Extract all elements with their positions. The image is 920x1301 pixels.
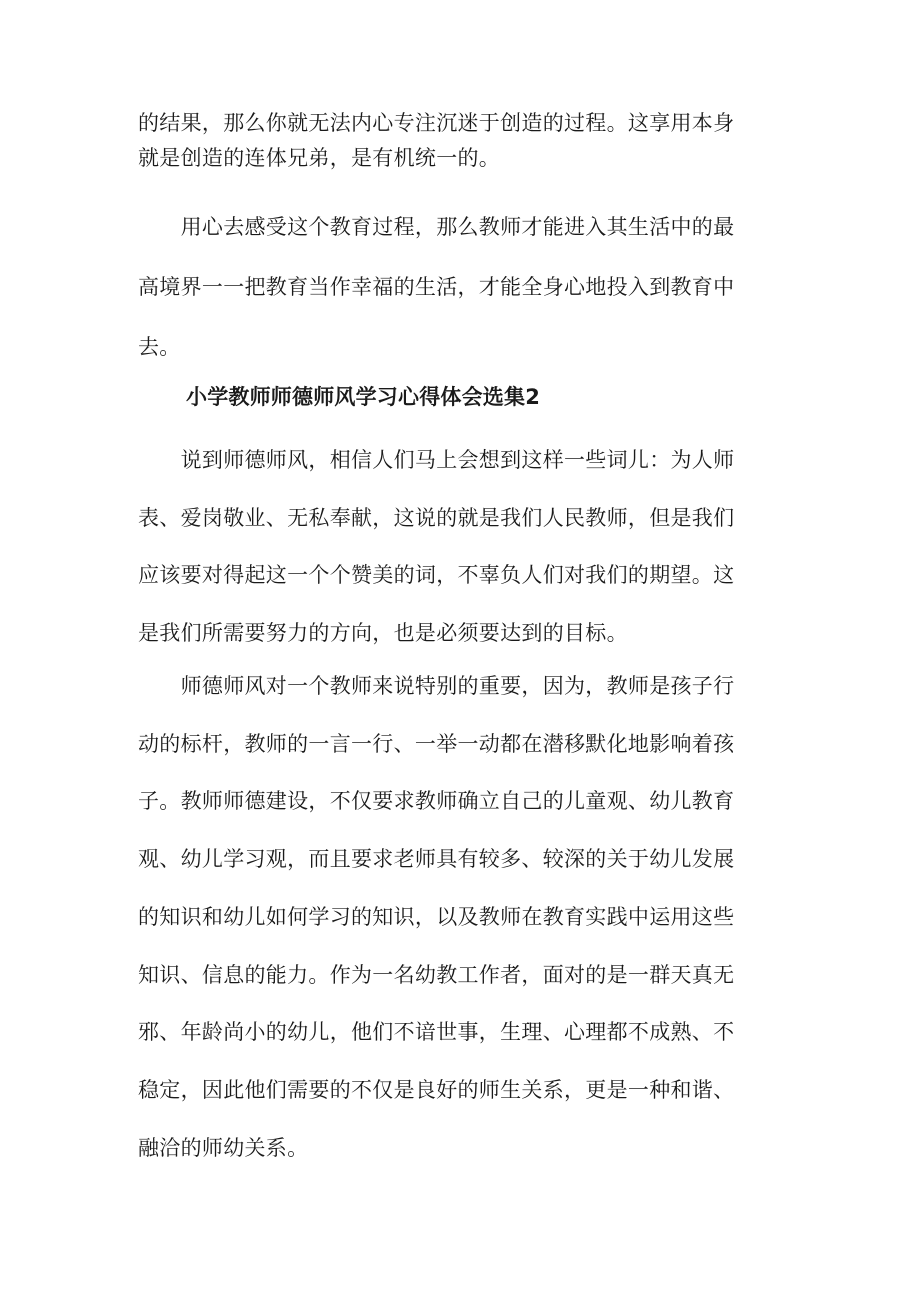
text-line: 说到师德师风，相信人们马上会想到这样一些词儿：为人师 bbox=[138, 448, 735, 472]
text-line: 的结果，那么你就无法内心专注沉迷于创造的过程。这享用本身 bbox=[138, 111, 735, 135]
text-line: 师德师风对一个教师来说特别的重要，因为，教师是孩子行 bbox=[138, 674, 735, 698]
text-line: 知识、信息的能力。作为一名幼教工作者，面对的是一群天真无 bbox=[138, 962, 735, 987]
text-line: 邪、年龄尚小的幼儿，他们不谙世事，生理、心理都不成熟、不 bbox=[138, 1020, 735, 1045]
paragraph-education-process bbox=[138, 197, 794, 377]
section-heading: 小学教师师德师风学习心得体会选集2 bbox=[186, 385, 541, 409]
text-line: 是我们所需要努力的方向，也是必须要达到的目标。 bbox=[138, 620, 628, 645]
paragraph-teacher-ethics-intro bbox=[138, 432, 794, 662]
paragraph-continuation bbox=[138, 106, 794, 176]
text-line: 融洽的师幼关系。 bbox=[138, 1135, 309, 1160]
text-line: 去。 bbox=[138, 335, 181, 359]
text-line: 稳定，因此他们需要的不仅是良好的师生关系，更是一种和谐、 bbox=[138, 1077, 735, 1102]
text-line: 子。教师师德建设，不仅要求教师确立自己的儿童观、幼儿教育 bbox=[138, 789, 735, 814]
text-line: 就是创造的连体兄弟，是有机统一的。 bbox=[138, 146, 501, 170]
text-line: 的知识和幼儿如何学习的知识，以及教师在教育实践中运用这些 bbox=[138, 904, 735, 929]
text-line: 表、爱岗敬业、无私奉献，这说的就是我们人民教师，但是我们 bbox=[138, 505, 735, 530]
paragraph-teacher-ethics-importance bbox=[138, 658, 794, 1177]
text-line: 观、幼儿学习观，而且要求老师具有较多、较深的关于幼儿发展 bbox=[138, 847, 735, 872]
text-line: 应该要对得起这一个个赞美的词，不辜负人们对我们的期望。这 bbox=[138, 563, 735, 587]
text-line: 动的标杆，教师的一言一行、一举一动都在潜移默化地影响着孩 bbox=[138, 731, 735, 756]
text-line: 高境界一一把教育当作幸福的生活，才能全身心地投入到教育中 bbox=[138, 275, 735, 299]
text-line: 用心去感受这个教育过程，那么教师才能进入其生活中的最 bbox=[138, 215, 735, 239]
